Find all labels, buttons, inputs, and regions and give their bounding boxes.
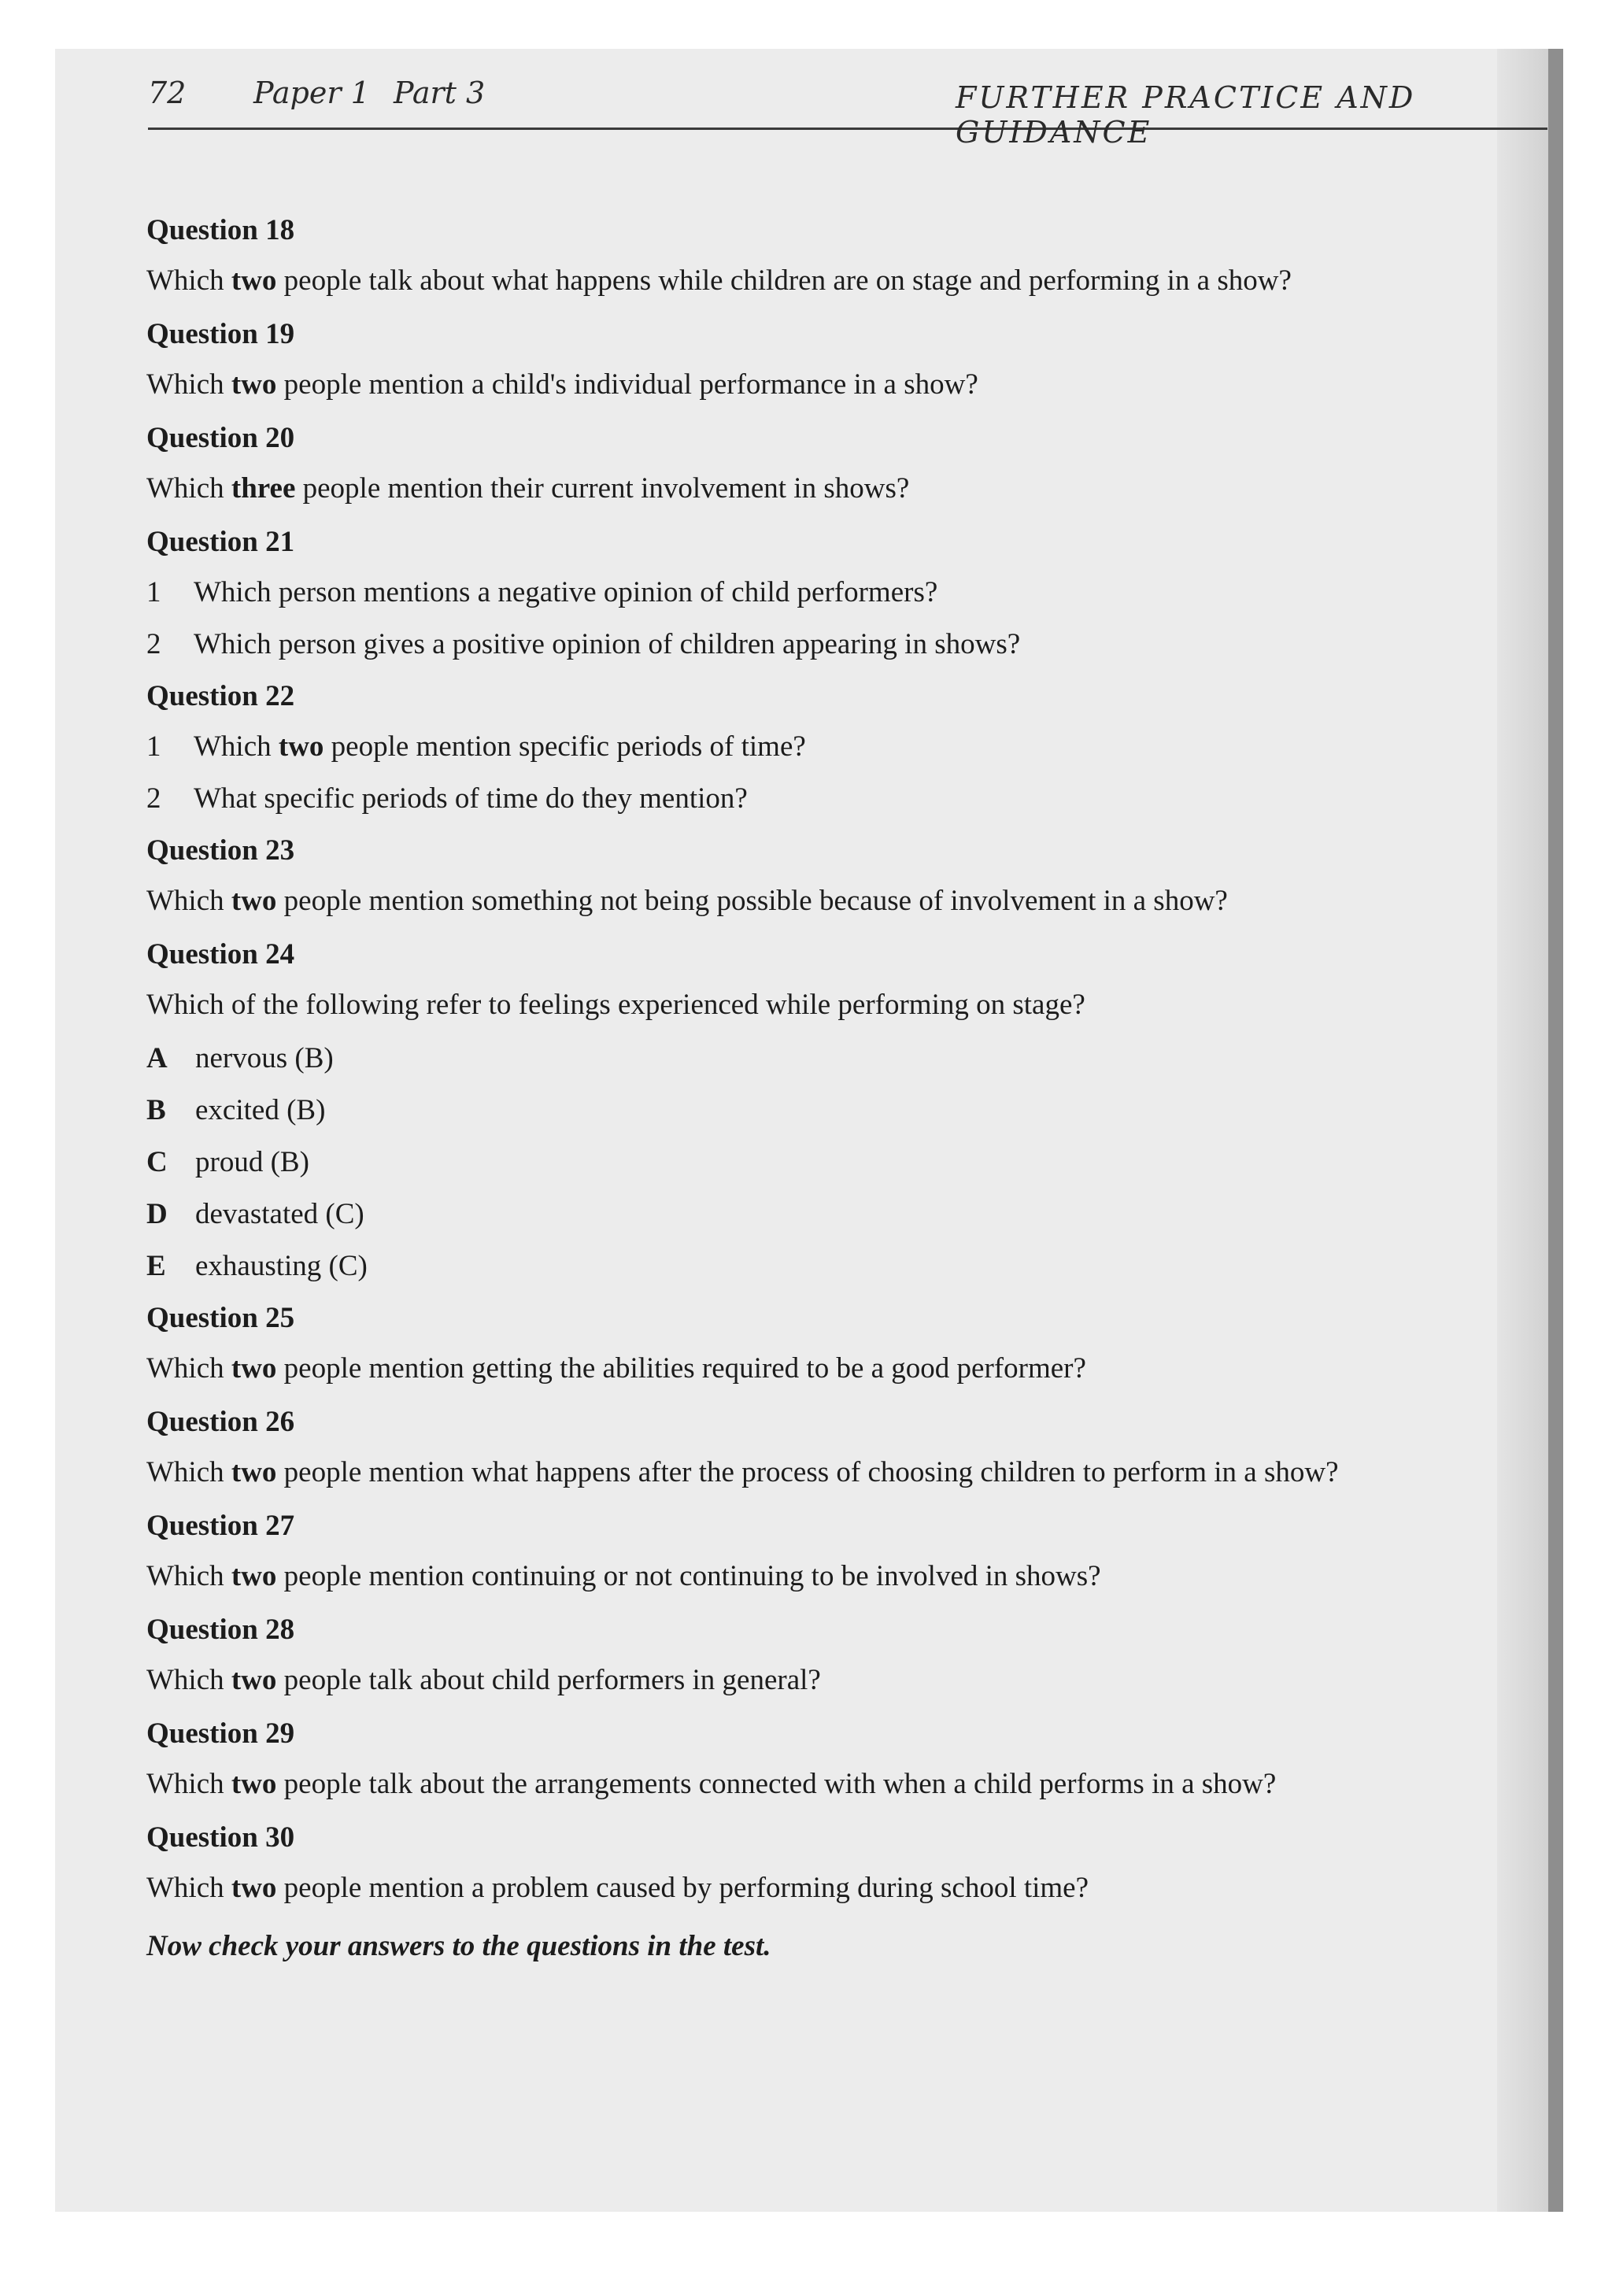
question-title: Question 30 <box>146 1821 295 1854</box>
sub-question: 2 What specific periods of time do they mention? <box>146 782 748 815</box>
question-title: Question 26 <box>146 1406 295 1438</box>
question-title: Question 21 <box>146 526 295 558</box>
question-list <box>146 213 1484 1994</box>
sub-question: 1 Which two people mention specific periods of time? <box>146 730 806 763</box>
question-text: Which two people mention a problem caused by performing during school time? <box>146 1872 1089 1904</box>
question-20 <box>146 420 1484 507</box>
question-26 <box>146 1404 1484 1491</box>
question-title: Question 27 <box>146 1510 295 1542</box>
section-title: FURTHER PRACTICE AND GUIDANCE <box>956 80 1416 150</box>
question-30 <box>146 1820 1484 1906</box>
question-title: Question 20 <box>146 422 295 454</box>
page-number: 72 <box>148 76 187 110</box>
running-header <box>148 76 1547 150</box>
question-text: Which of the following refer to feelings experienced while performing on stage? <box>146 989 1085 1021</box>
question-19 <box>146 316 1484 403</box>
question-title: Question 23 <box>146 834 295 867</box>
question-text: Which two people talk about the arrangements connected with when a child performs in a show? <box>146 1768 1277 1800</box>
question-29 <box>146 1716 1484 1802</box>
question-title: Question 22 <box>146 680 295 712</box>
answer-option: E exhausting (C) <box>146 1250 368 1282</box>
question-text: Which two people mention what happens after the process of choosing children to perform in a show? <box>146 1456 1339 1488</box>
answer-option: A nervous (B) <box>146 1042 334 1074</box>
sub-question: 2 Which person gives a positive opinion of children appearing in shows? <box>146 628 1021 660</box>
question-text: Which three people mention their current involvement in shows? <box>146 472 910 505</box>
question-25 <box>146 1300 1484 1387</box>
answer-option: B excited (B) <box>146 1094 326 1126</box>
answer-option: C proud (B) <box>146 1146 309 1178</box>
question-text: Which two people mention getting the abilities required to be a good performer? <box>146 1352 1086 1385</box>
question-22 <box>146 678 1484 817</box>
question-title: Question 19 <box>146 318 295 350</box>
part-label: Part 3 <box>394 76 486 110</box>
sub-question: 1 Which person mentions a negative opinion of child performers? <box>146 576 938 608</box>
question-24 <box>146 937 1484 1285</box>
question-text: Which two people talk about what happens while children are on stage and performing in a show? <box>146 264 1292 297</box>
question-23 <box>146 833 1484 919</box>
question-title: Question 29 <box>146 1717 295 1750</box>
paper-label: Paper 1 <box>253 76 370 110</box>
question-text: Which two people talk about child performers in general? <box>146 1664 821 1696</box>
question-title: Question 24 <box>146 938 295 971</box>
question-text: Which two people mention a child's individual performance in a show? <box>146 368 978 401</box>
question-28 <box>146 1612 1484 1699</box>
instruction-note: Now check your answers to the questions in the test. <box>146 1930 771 1962</box>
question-title: Question 18 <box>146 214 295 246</box>
question-21 <box>146 524 1484 663</box>
question-text: Which two people mention something not being possible because of involvement in a show? <box>146 885 1228 917</box>
question-title: Question 25 <box>146 1302 295 1334</box>
question-title: Question 28 <box>146 1614 295 1646</box>
page-binding-edge <box>1548 49 1563 2212</box>
question-text: Which two people mention continuing or not continuing to be involved in shows? <box>146 1560 1101 1592</box>
answer-option: D devastated (C) <box>146 1198 364 1230</box>
question-18 <box>146 213 1484 299</box>
question-27 <box>146 1508 1484 1595</box>
